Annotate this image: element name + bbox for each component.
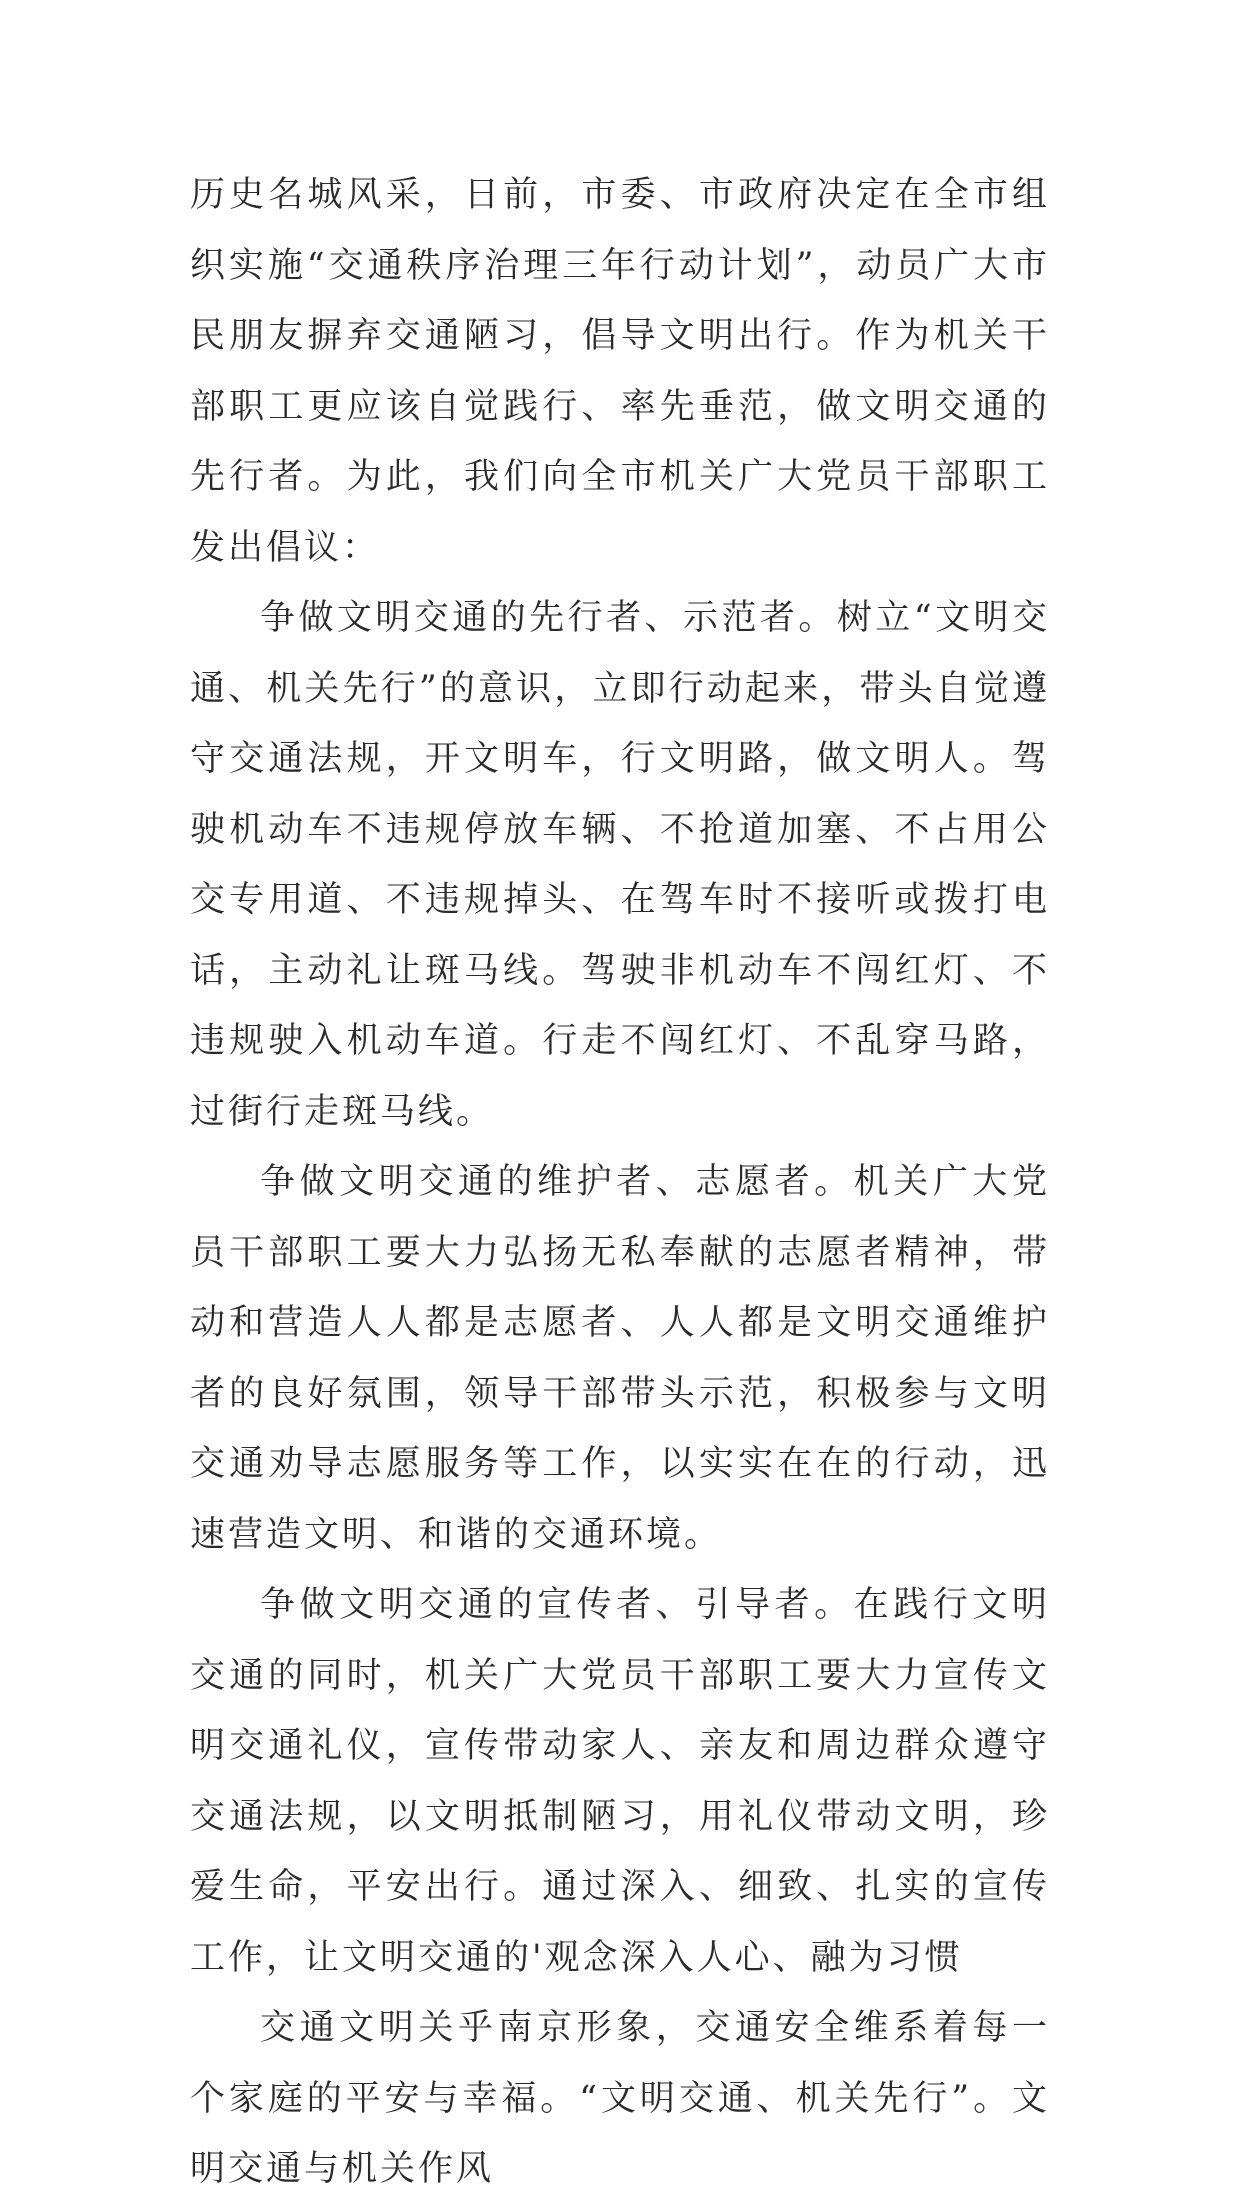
paragraph-pioneer: 争做文明交通的先行者、示范者。树立“文明交通、机关先行”的意识，立即行动起来，带头自觉遵守交通法规，开文明车，行文明路，做文明人。驾驶机动车不违规停放车辆、不抢道加塞、不占用公交专用道、不违规掉头、在驾车时不接听或拨打电话，主动礼让斑马线。驾驶非机动车不闯红灯、不违规驶入机动车道。行走不闯红灯、不乱穿马路，过街行走斑马线。 [190, 598, 1050, 1132]
paragraph-intro: 历史名城风采，日前，市委、市政府决定在全市组织实施“交通秩序治理三年行动计划”，动员广大市民朋友摒弃交通陋习，倡导文明出行。作为机关干部职工更应该自觉践行、率先垂范，做文明交通的先行者。为此，我们向全市机关广大党员干部职工发出倡议： [190, 175, 1050, 568]
document-body [190, 160, 1050, 2205]
paragraph-closing: 交通文明关乎南京形象，交通安全维系着每一个家庭的平安与幸福。“文明交通、机关先行”。文明交通与机关作风 [190, 2008, 1050, 2189]
paragraph-promoter: 争做文明交通的宣传者、引导者。在践行文明交通的同时，机关广大党员干部职工要大力宣传文明交通礼仪，宣传带动家人、亲友和周边群众遵守交通法规，以文明抵制陋习，用礼仪带动文明，珍爱生命，平安出行。通过深入、细致、扎实的宣传工作，让文明交通的'观念深入人心、融为习惯 [190, 1585, 1050, 1978]
paragraph-volunteer: 争做文明交通的维护者、志愿者。机关广大党员干部职工要大力弘扬无私奉献的志愿者精神，带动和营造人人都是志愿者、人人都是文明交通维护者的良好氛围，领导干部带头示范，积极参与文明交通劝导志愿服务等工作，以实实在在的行动，迅速营造文明、和谐的交通环境。 [190, 1162, 1050, 1555]
